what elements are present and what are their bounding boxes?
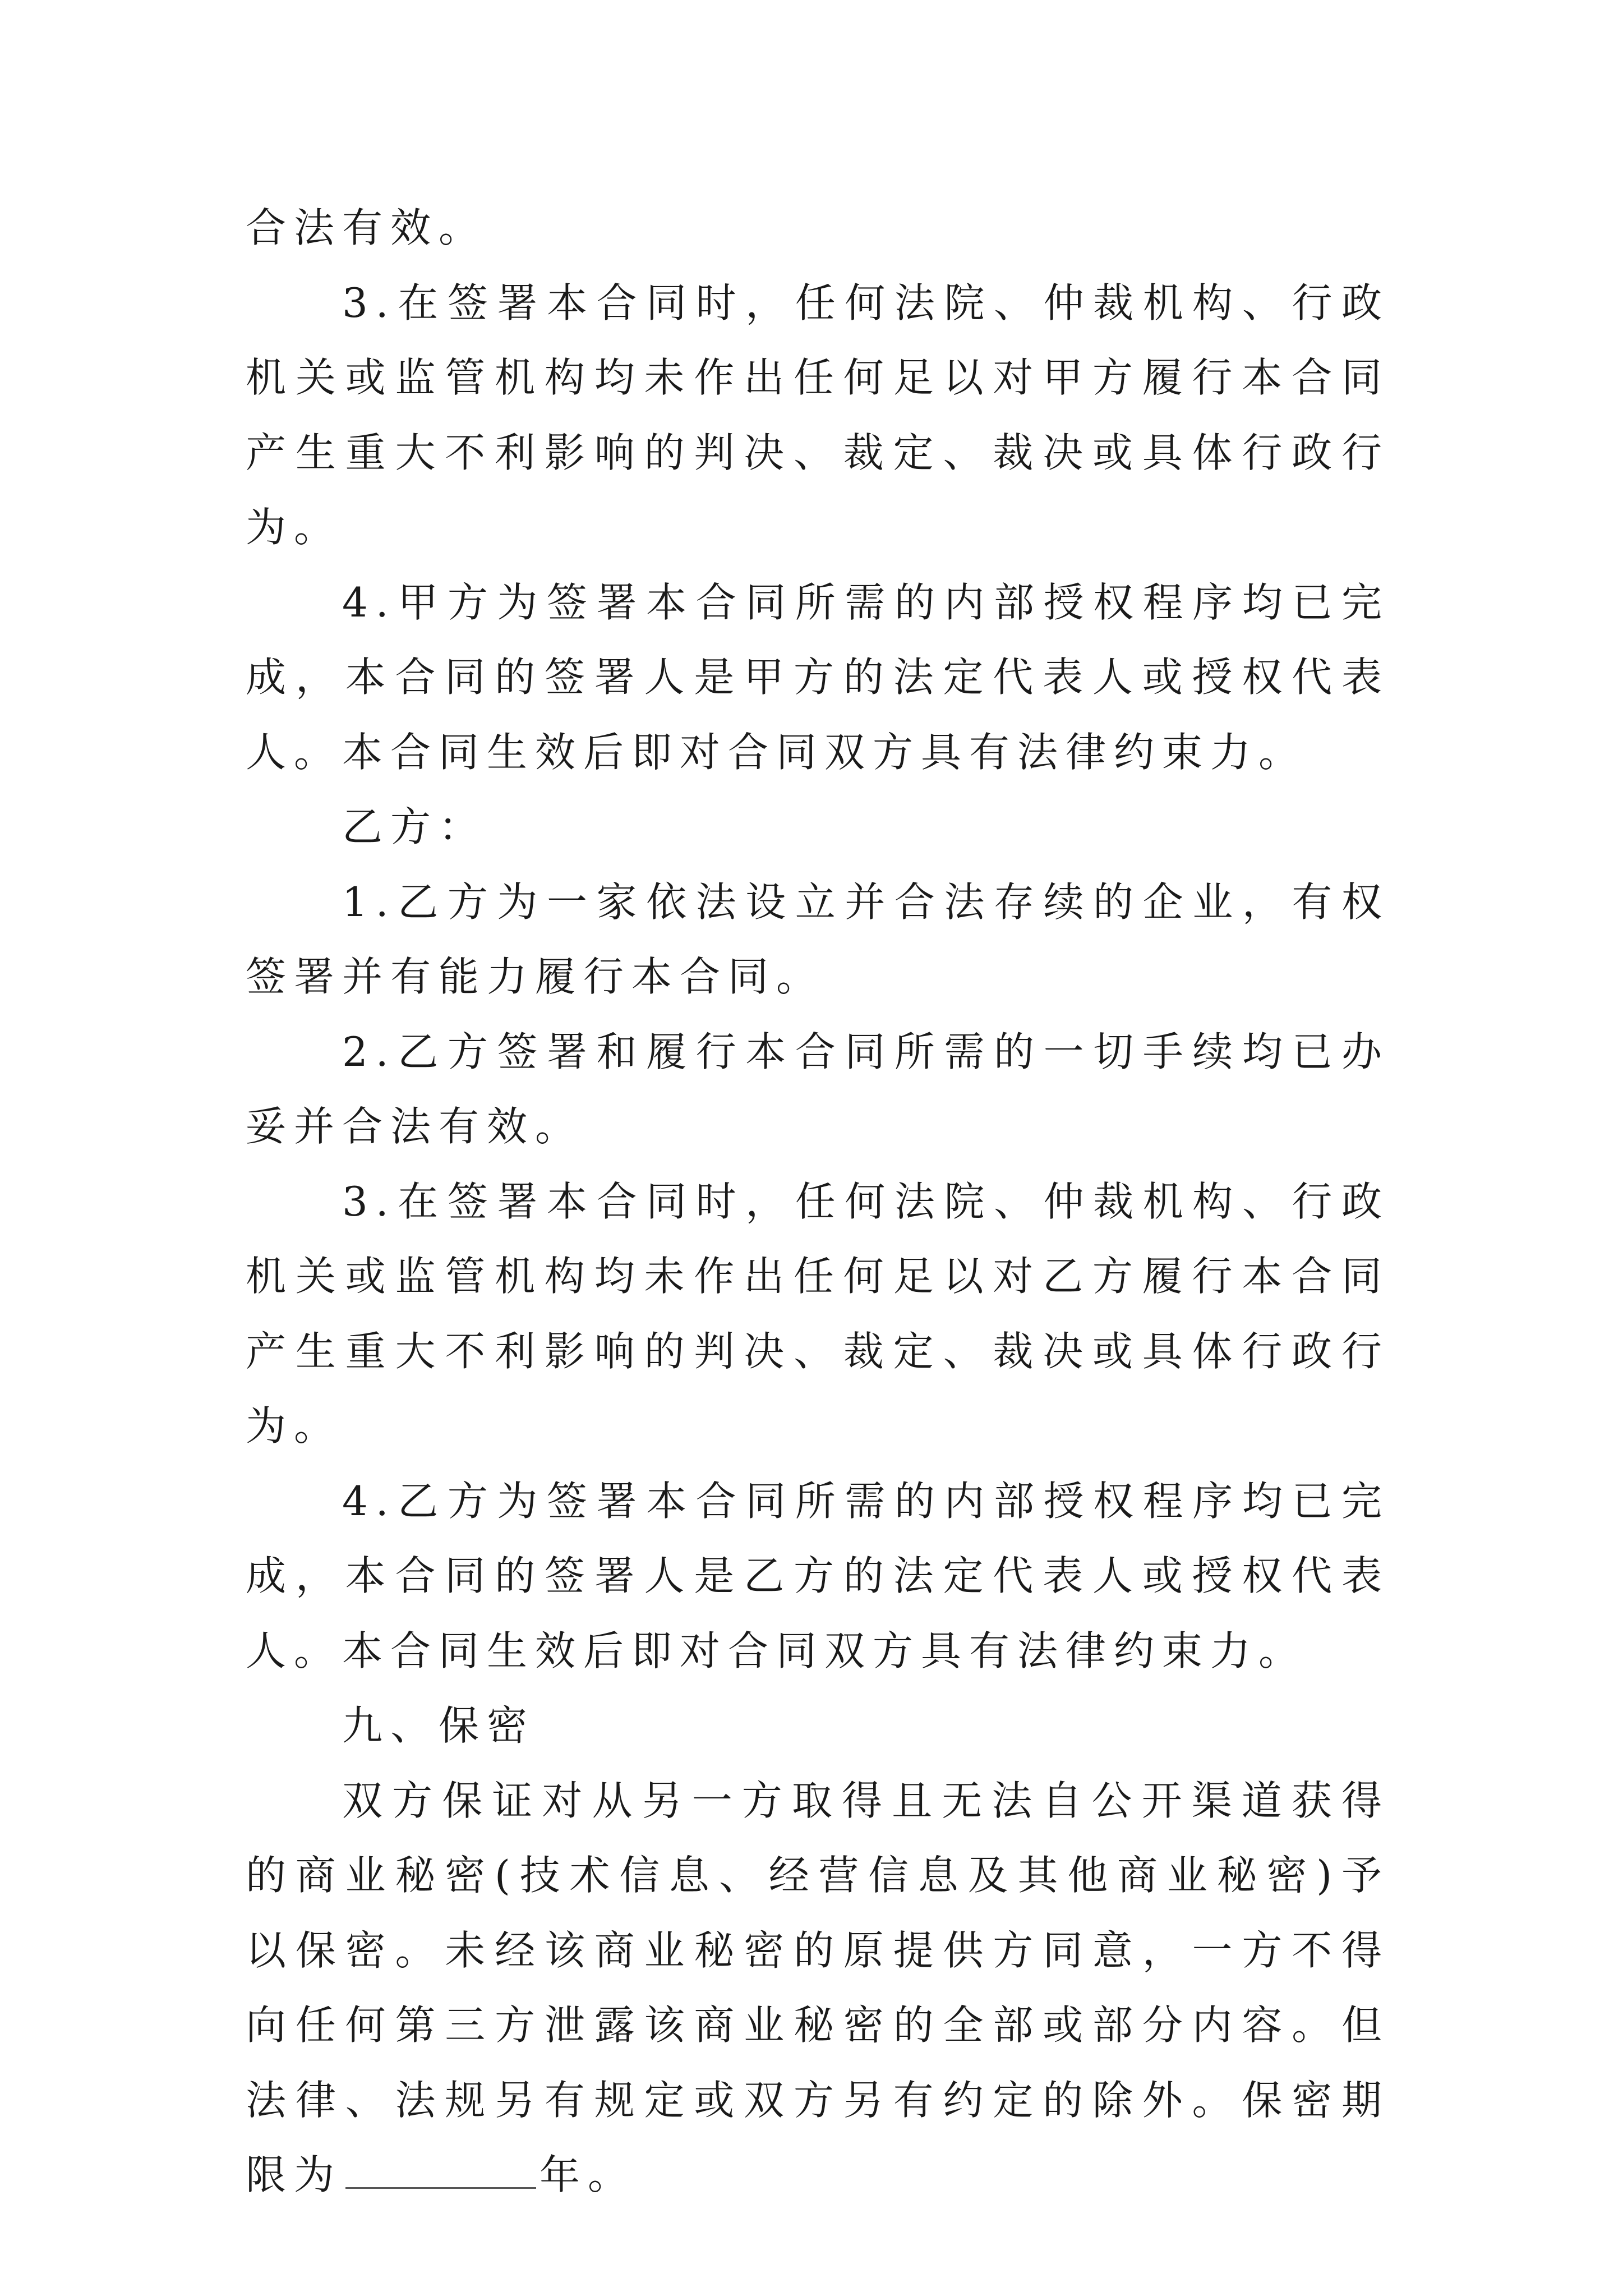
paragraph-party-b-clause-1: 1.乙方为一家依法设立并合法存续的企业，有权签署并有能力履行本合同。 (246, 878, 1390, 1000)
heading-confidentiality: 九、保密 (342, 1702, 536, 1749)
paragraph-party-a-clause-3: 3.在签署本合同时，任何法院、仲裁机构、行政机关或监管机构均未作出任何足以对甲方履行本合同产生重大不利影响的判决、裁定、裁决或具体行政行为。 (246, 279, 1390, 551)
confidentiality-text-end: 年。 (540, 2151, 637, 2198)
heading-party-b: 乙方： (342, 803, 487, 850)
paragraph-party-b-clause-3: 3.在签署本合同时，任何法院、仲裁机构、行政机关或监管机构均未作出任何足以对乙方履行本合同产生重大不利影响的判决、裁定、裁决或具体行政行为。 (246, 1177, 1390, 1450)
paragraph-lawful-effective-a: 合法有效。 (246, 204, 487, 251)
paragraph-party-a-clause-4: 4.甲方为签署本合同所需的内部授权程序均已完成，本合同的签署人是甲方的法定代表人或授权代表人。本合同生效后即对合同双方具有法律约束力。 (246, 578, 1390, 776)
confidentiality-period-blank (345, 2147, 536, 2189)
document-body (246, 191, 1390, 2213)
paragraph-confidentiality (246, 1764, 1390, 2213)
paragraph-party-b-clause-4: 4.乙方为签署本合同所需的内部授权程序均已完成，本合同的签署人是乙方的法定代表人或授权代表人。本合同生效后即对合同双方具有法律约束力。 (246, 1477, 1390, 1674)
confidentiality-text: 双方保证对从另一方取得且无法自公开渠道获得的商业秘密(技术信息、经营信息及其他商业秘密)予以保密。未经该商业秘密的原提供方同意，一方不得向任何第三方泄露该商业秘密的全部或部分内容。但法律、法规另有规定或双方另有约定的除外。保密期限为 (246, 1777, 1390, 2198)
paragraph-party-b-clause-2: 2.乙方签署和履行本合同所需的一切手续均已办妥并合法有效。 (246, 1028, 1390, 1150)
